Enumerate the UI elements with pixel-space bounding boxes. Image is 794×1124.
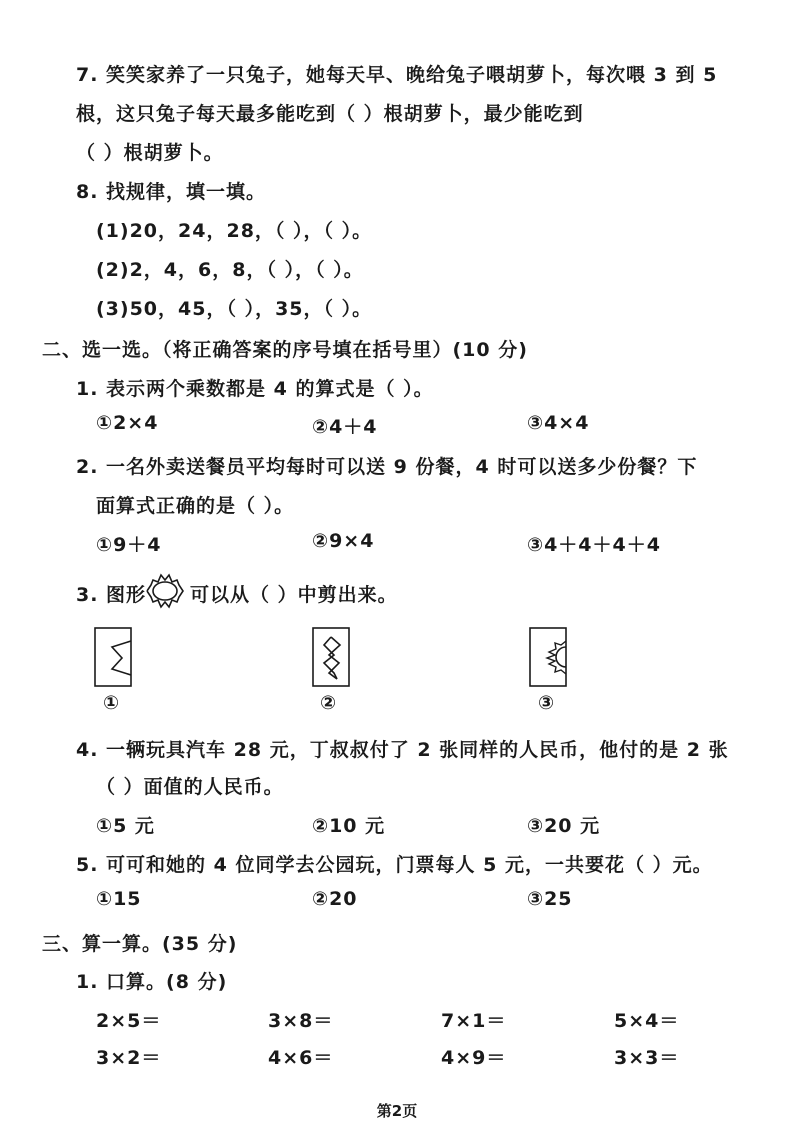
s2-q4-option-3: ③20 元 <box>527 815 601 837</box>
s2-q2-option-2: ②9×4 <box>312 530 375 552</box>
s2-q1-option-1: ①2×4 <box>96 412 159 434</box>
s3-calc-6: 4×6＝ <box>268 1047 334 1069</box>
s2-q4-line2: （ ）面值的人民币。 <box>96 776 284 798</box>
s3-calc-5: 3×2＝ <box>96 1047 162 1069</box>
q7-line1: 7. 笑笑家养了一只兔子，她每天早、晚给兔子喂胡萝卜，每次喂 3 到 5 <box>76 64 718 86</box>
s2-q1-option-3: ③4×4 <box>527 412 590 434</box>
s2-q5-text: 5. 可可和她的 4 位同学去公园玩，门票每人 5 元，一共要花（ ）元。 <box>76 854 713 876</box>
s2-q1-option-2: ②4＋4 <box>312 416 378 438</box>
section3-title: 三、算一算。(35 分) <box>42 933 238 955</box>
s2-q3-prefix: 3. 图形 <box>76 584 147 606</box>
s3-q1-title: 1. 口算。(8 分) <box>76 971 228 993</box>
q7-line3: （ ）根胡萝卜。 <box>76 142 224 164</box>
fold-paper-option-1-icon <box>94 627 134 689</box>
s2-q3-label-3: ③ <box>538 692 555 714</box>
s3-calc-2: 3×8＝ <box>268 1010 334 1032</box>
s2-q4-option-2: ②10 元 <box>312 815 386 837</box>
s3-calc-1: 2×5＝ <box>96 1010 162 1032</box>
s2-q4-line1: 4. 一辆玩具汽车 28 元，丁叔叔付了 2 张同样的人民币，他付的是 2 张 <box>76 739 729 761</box>
sun-shape-icon <box>143 571 187 611</box>
q7-line2: 根，这只兔子每天最多能吃到（ ）根胡萝卜，最少能吃到 <box>76 103 584 125</box>
s2-q3-suffix: 可以从（ ）中剪出来。 <box>190 584 398 606</box>
s2-q5-option-2: ②20 <box>312 888 358 910</box>
s2-q2-line2: 面算式正确的是（ ）。 <box>96 495 295 517</box>
s2-q2-option-1: ①9＋4 <box>96 534 162 556</box>
q8-sub3: (3)50，45，（ ），35，（ ）。 <box>96 298 373 320</box>
s2-q4-option-1: ①5 元 <box>96 815 155 837</box>
s3-calc-7: 4×9＝ <box>441 1047 507 1069</box>
s3-calc-8: 3×3＝ <box>614 1047 680 1069</box>
s2-q2-option-3: ③4＋4＋4＋4 <box>527 534 661 556</box>
s2-q2-line1: 2. 一名外卖送餐员平均每时可以送 9 份餐，4 时可以送多少份餐？下 <box>76 456 698 478</box>
s2-q5-option-3: ③25 <box>527 888 573 910</box>
q8-sub2: (2)2，4，6，8，（ ），（ ）。 <box>96 259 364 281</box>
section2-title: 二、选一选。（将正确答案的序号填在括号里）(10 分) <box>42 339 528 361</box>
s3-calc-4: 5×4＝ <box>614 1010 680 1032</box>
page-number: 第2页 <box>376 1102 418 1120</box>
q8-sub1: (1)20，24，28，（ ），（ ）。 <box>96 220 373 242</box>
fold-paper-option-2-icon <box>312 627 352 689</box>
q8-title: 8. 找规律，填一填。 <box>76 181 267 203</box>
s3-calc-3: 7×1＝ <box>441 1010 507 1032</box>
s2-q3-label-1: ① <box>103 692 120 714</box>
s2-q3-label-2: ② <box>320 692 337 714</box>
fold-paper-option-3-icon <box>529 627 573 689</box>
s2-q1-text: 1. 表示两个乘数都是 4 的算式是（ ）。 <box>76 378 434 400</box>
s2-q5-option-1: ①15 <box>96 888 142 910</box>
